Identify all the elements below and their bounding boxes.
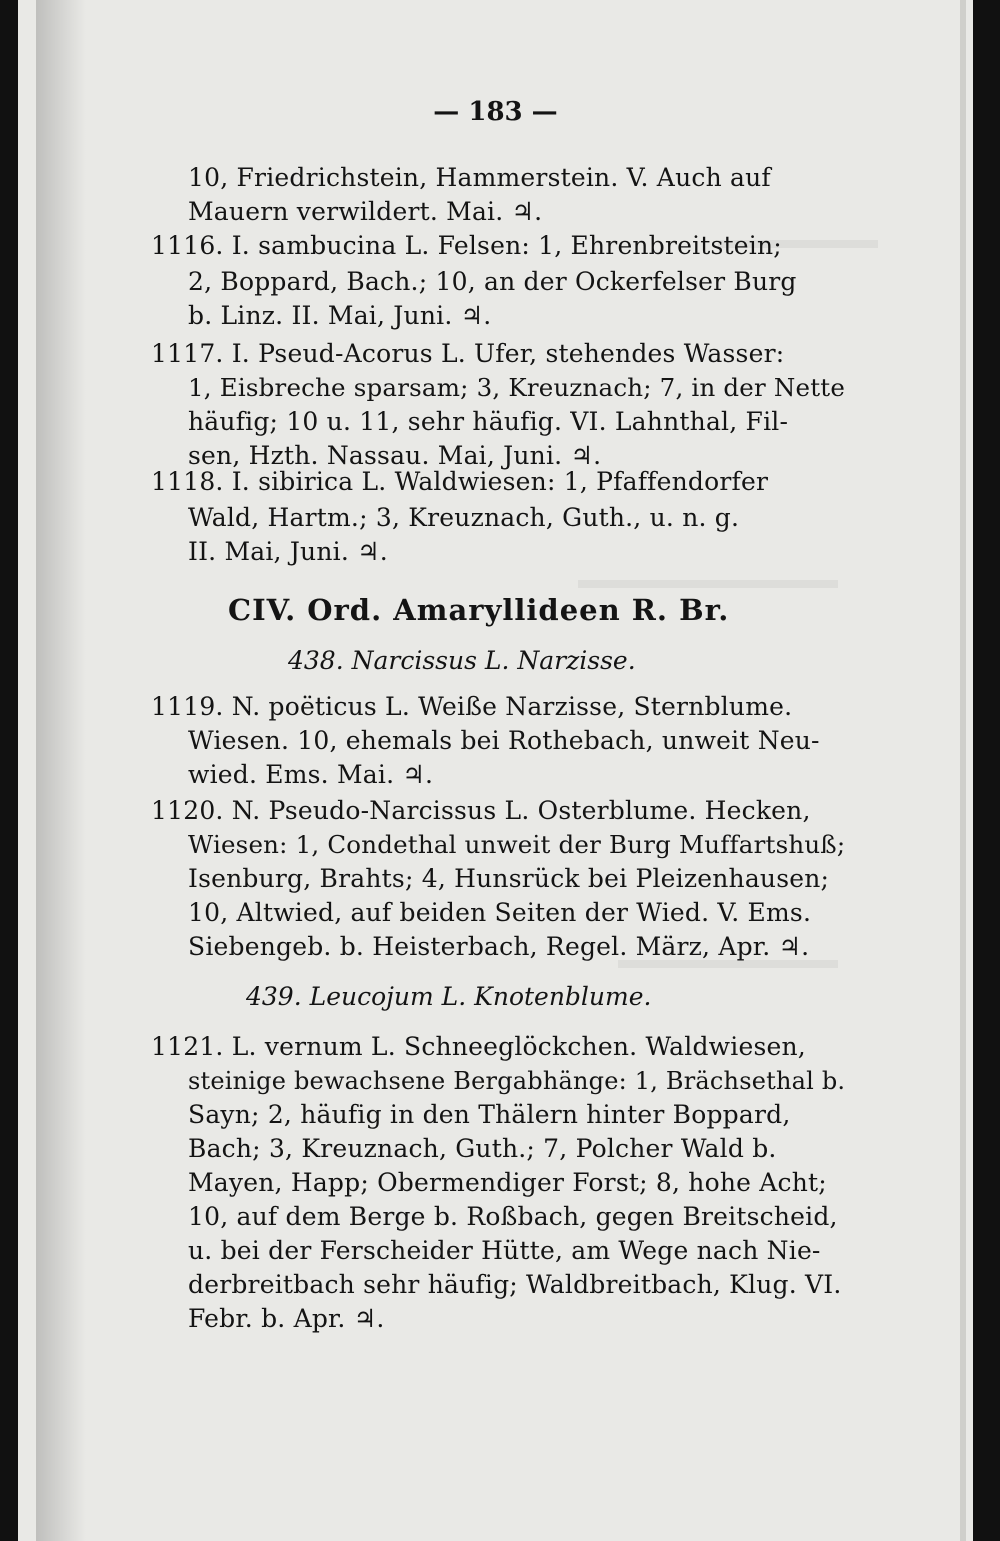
book-page bbox=[18, 0, 973, 1541]
text-line: derbreitbach sehr häufig; Waldbreitbach, Klug. VI. bbox=[188, 1270, 842, 1299]
genus-heading: 438. Narcissus L. Narzisse. bbox=[288, 646, 636, 675]
text-line: 10, Altwied, auf beiden Seiten der Wied. V. Ems. bbox=[188, 898, 812, 927]
page-edge bbox=[960, 0, 966, 1541]
text-line: Wiesen. 10, ehemals bei Rothebach, unweit Neu- bbox=[188, 726, 820, 755]
text-line: 10, Friedrichstein, Hammerstein. V. Auch auf bbox=[188, 163, 771, 192]
text-line: Bach; 3, Kreuznach, Guth.; 7, Polcher Wald b. bbox=[188, 1134, 777, 1163]
text-line: Febr. b. Apr. ♃. bbox=[188, 1304, 385, 1333]
text-line: Mauern verwildert. Mai. ♃. bbox=[188, 197, 543, 226]
text-line: 1, Eisbreche sparsam; 3, Kreuznach; 7, in der Nette bbox=[188, 373, 846, 402]
text-line: b. Linz. II. Mai, Juni. ♃. bbox=[188, 301, 492, 330]
text-line: häufig; 10 u. 11, sehr häufig. VI. Lahnthal, Fil- bbox=[188, 407, 789, 436]
text-line: wied. Ems. Mai. ♃. bbox=[188, 760, 434, 789]
page-number: — 183 — bbox=[433, 97, 558, 127]
text-line: steinige bewachsene Bergabhänge: 1, Brächsethal b. bbox=[188, 1067, 846, 1095]
entry-1121-line: 1121. L. vernum L. Schneeglöckchen. Waldwiesen, bbox=[151, 1032, 806, 1061]
order-heading: CIV. Ord. Amaryllideen R. Br. bbox=[228, 593, 730, 627]
text-line: II. Mai, Juni. ♃. bbox=[188, 537, 388, 566]
entry-1117-line: 1117. I. Pseud-Acorus L. Ufer, stehendes Wasser: bbox=[151, 339, 785, 368]
text-line: Sayn; 2, häufig in den Thälern hinter Boppard, bbox=[188, 1100, 791, 1129]
text-line: Isenburg, Brahts; 4, Hunsrück bei Pleizenhausen; bbox=[188, 864, 830, 893]
entry-1118-line: 1118. I. sibirica L. Waldwiesen: 1, Pfaffendorfer bbox=[151, 467, 769, 496]
entry-1120-line: 1120. N. Pseudo-Narcissus L. Osterblume. Hecken, bbox=[151, 796, 811, 825]
text-line: Mayen, Happ; Obermendiger Forst; 8, hohe Acht; bbox=[188, 1168, 827, 1197]
entry-1119-line: 1119. N. poëticus L. Weiße Narzisse, Sternblume. bbox=[151, 692, 793, 721]
text-line: 10, auf dem Berge b. Roßbach, gegen Breitscheid, bbox=[188, 1202, 838, 1231]
text-line: 2, Boppard, Bach.; 10, an der Ockerfelser Burg bbox=[188, 267, 797, 296]
text-line: u. bei der Ferscheider Hütte, am Wege nach Nie- bbox=[188, 1236, 821, 1265]
text-line: Wiesen: 1, Condethal unweit der Burg Muffartshuß; bbox=[188, 830, 846, 859]
text-line: Wald, Hartm.; 3, Kreuznach, Guth., u. n. g. bbox=[188, 503, 740, 532]
genus-heading: 439. Leucojum L. Knotenblume. bbox=[246, 982, 652, 1011]
text-line: sen, Hzth. Nassau. Mai, Juni. ♃. bbox=[188, 441, 602, 470]
binding-shadow bbox=[36, 0, 86, 1541]
show-through bbox=[578, 580, 838, 588]
text-line: Siebengeb. b. Heisterbach, Regel. März, Apr. ♃. bbox=[188, 932, 810, 961]
entry-1116-line: 1116. I. sambucina L. Felsen: 1, Ehrenbreitstein; bbox=[151, 231, 782, 260]
